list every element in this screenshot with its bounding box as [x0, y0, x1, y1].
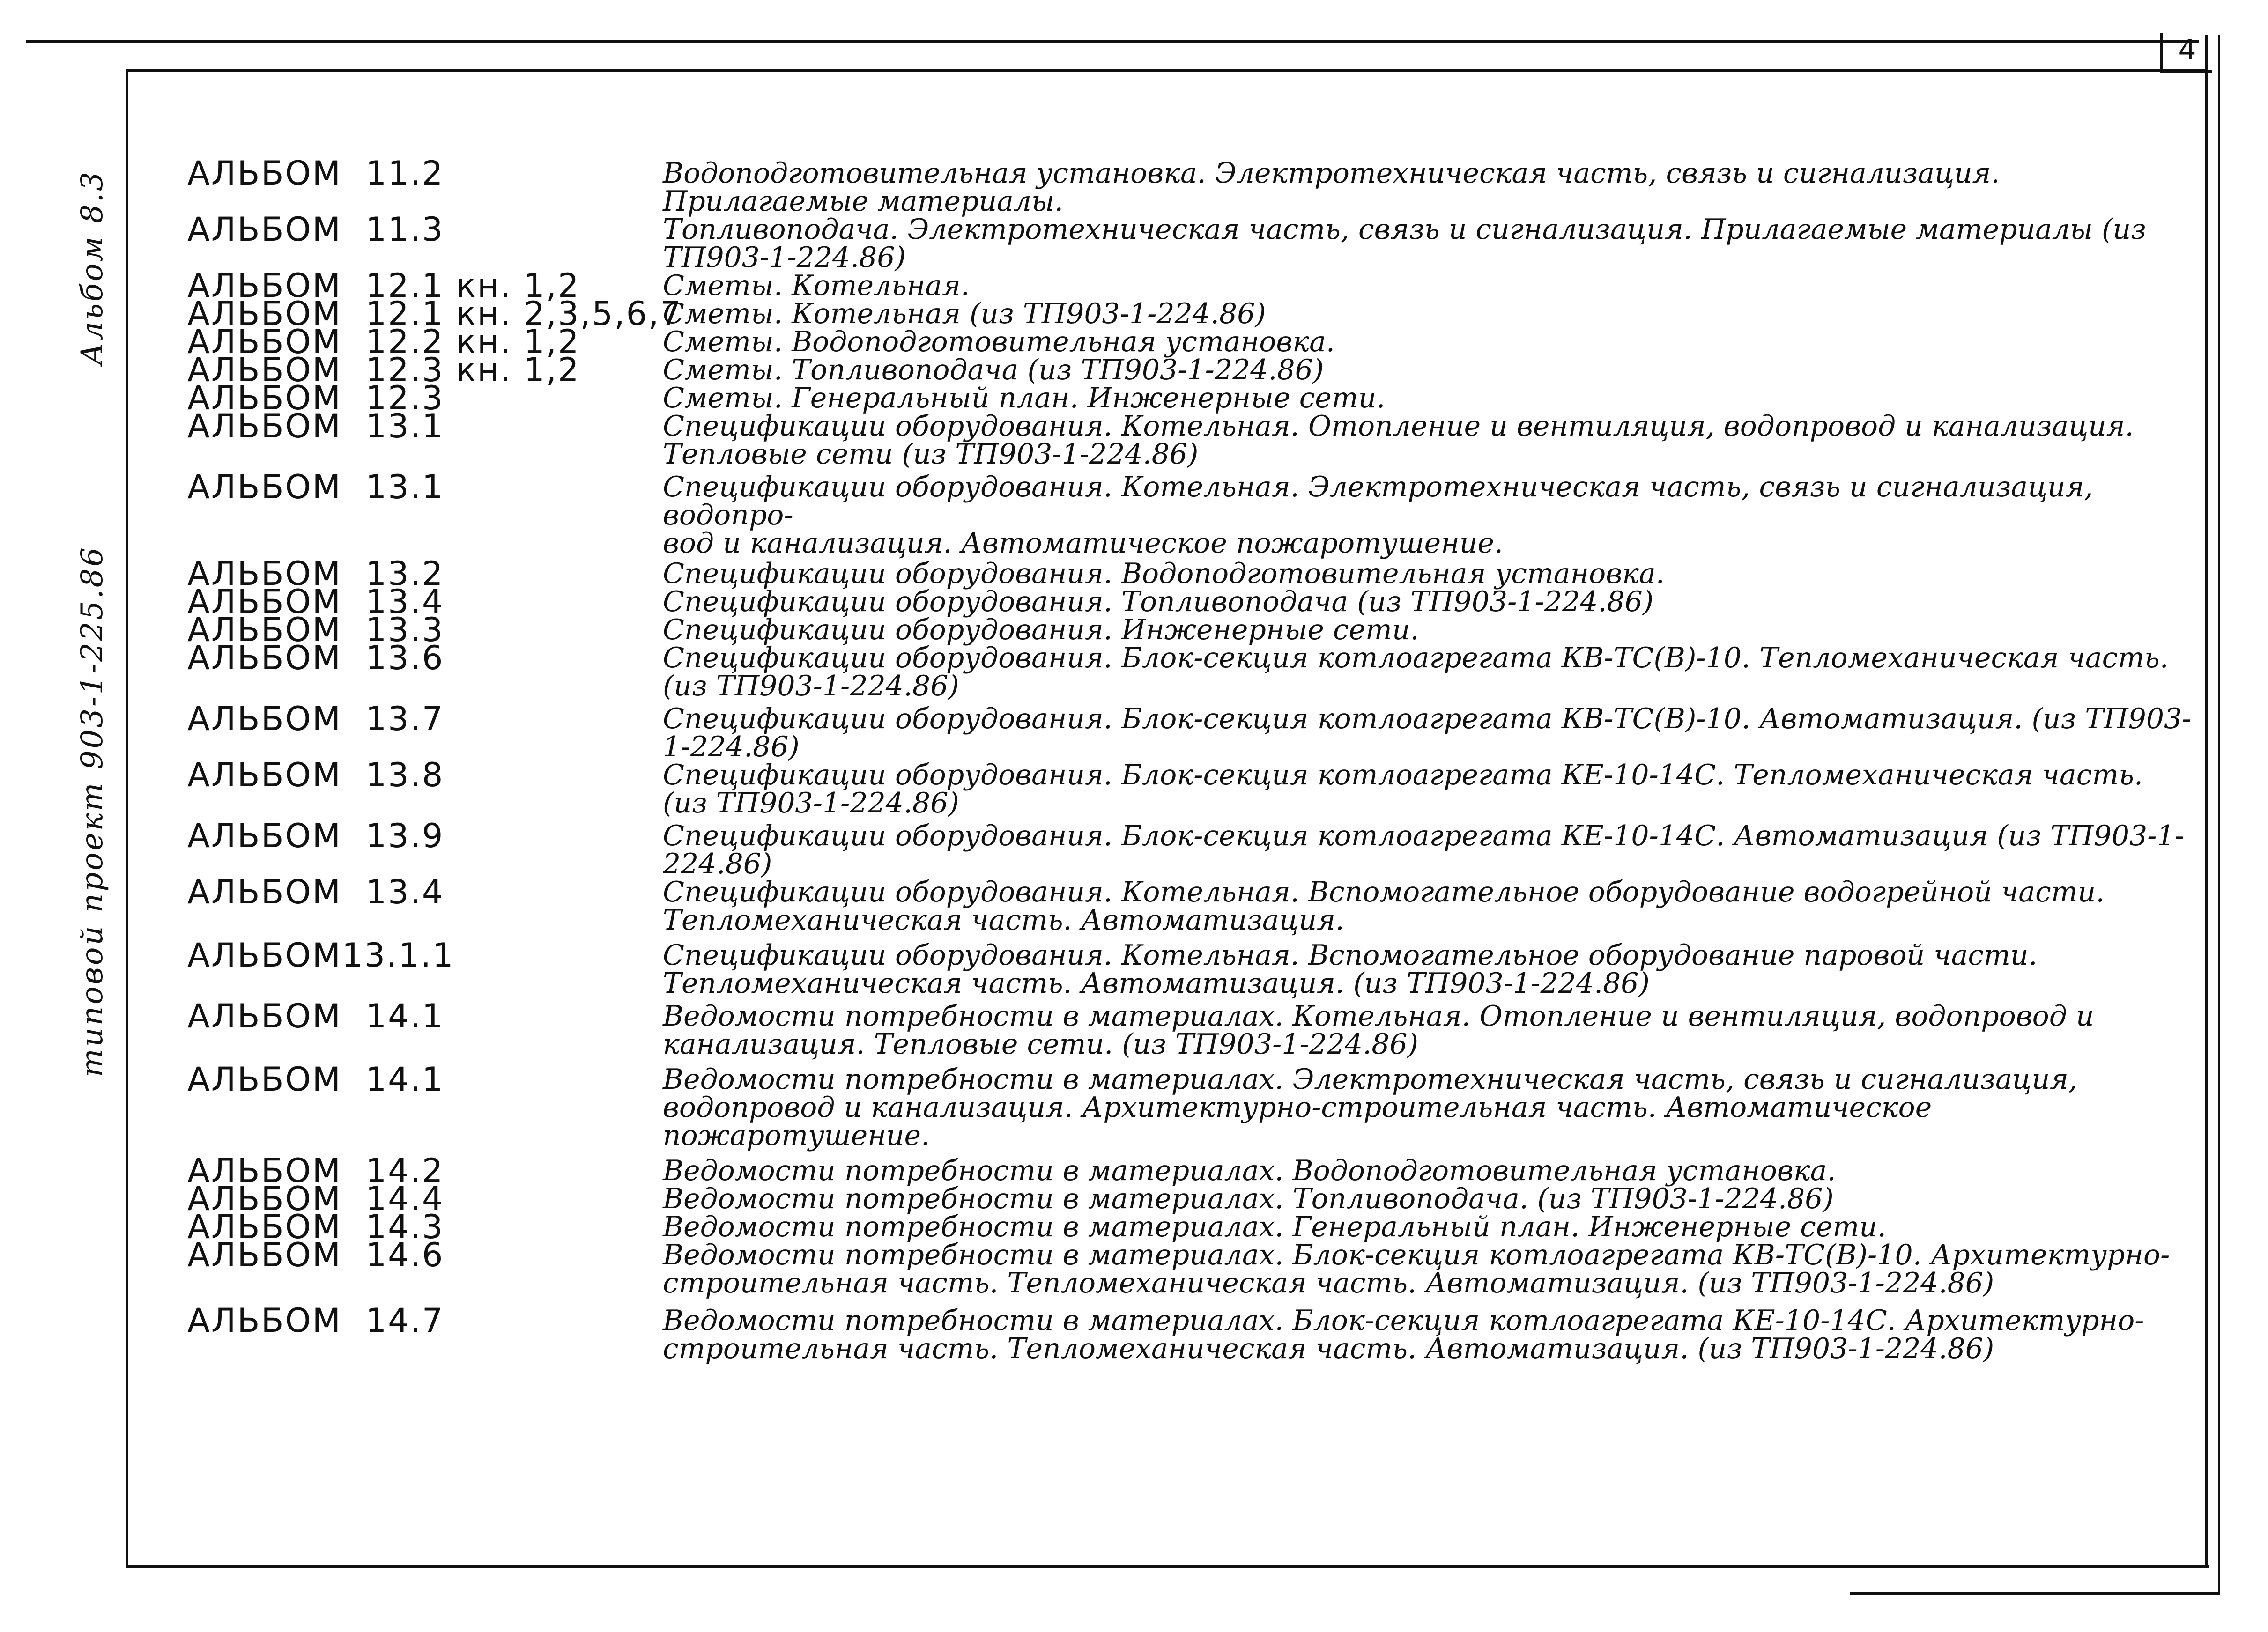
album-description: Спецификации оборудования. Блок-секция котлоагрегата КЕ-10-14С. Автоматизация (из ТП903-1-224.86) [663, 820, 2184, 880]
frame-bottom-border [126, 1565, 2209, 1568]
album-number: АЛЬБОМ 13.7 [187, 700, 445, 738]
frame-inner-top-border [126, 69, 2206, 72]
album-description: Ведомости потребности в материалах. Блок-секция котлоагрегата КВ-ТС(В)-10. Архитектурно- строительная часть. Тепломеханическая часть. Автоматизация. (из ТП903-1-224.86) [663, 1239, 2170, 1300]
list-item [187, 1301, 2201, 1365]
list-item [187, 1060, 2201, 1152]
list-item [187, 210, 2201, 274]
album-description: Спецификации оборудования. Инженерные сети. [663, 613, 1419, 646]
album-number: АЛЬБОМ 14.1 [187, 1060, 445, 1099]
list-item [187, 351, 2201, 389]
album-number: АЛЬБОМ 14.6 [187, 1236, 445, 1274]
list-item [187, 379, 2201, 417]
album-description: Спецификации оборудования. Блок-секция котлоагрегата КВ-ТС(В)-10. Тепломеханическая часть. (из ТП903-1-224.86) [663, 642, 2169, 702]
album-description: Ведомости потребности в материалах. Блок-секция котлоагрегата КЕ-10-14С. Архитектурно- строительная часть. Тепломеханическая часть. Автоматизация. (из ТП903-1-224.86) [663, 1304, 2144, 1365]
list-item [187, 583, 2201, 621]
album-number: АЛЬБОМ13.1.1 [187, 936, 455, 975]
album-description: Спецификации оборудования. Водоподготовительная установка. [663, 557, 1665, 590]
frame-right-outer-border [2218, 35, 2220, 1595]
frame-left-border [126, 69, 128, 1568]
album-number: АЛЬБОМ 13.8 [187, 756, 445, 794]
album-number: АЛЬБОМ 12.3 [187, 379, 445, 417]
album-list [187, 154, 2201, 1365]
album-description: Спецификации оборудования. Блок-секция котлоагрегата КЕ-10-14С. Тепломеханическая часть. (из ТП903-1-224.86) [663, 759, 2143, 820]
album-number: АЛЬБОМ 14.7 [187, 1301, 445, 1340]
list-item [187, 1208, 2201, 1246]
list-item [187, 700, 2201, 763]
list-item [187, 554, 2201, 593]
album-description: Ведомости потребности в материалах. Электротехническая часть, связь и сигнализация, водопровод и канализация. Архитектурно-строительная часть. Автоматическое пожаротушение. [663, 1063, 2078, 1152]
album-description: Ведомости потребности в материалах. Генеральный план. Инженерные сети. [663, 1211, 1886, 1243]
album-description: Водоподготовительная установка. Электротехническая часть, связь и сигнализация. Прилагаемые материалы. [663, 157, 2000, 218]
list-item [187, 756, 2201, 820]
album-number: АЛЬБОМ 12.1 кн. 2,3,5,6,7 [187, 295, 682, 333]
album-number: АЛЬБОМ 14.4 [187, 1180, 445, 1218]
album-number: АЛЬБОМ 13.1 [187, 468, 445, 506]
album-number: АЛЬБОМ 12.2 кн. 1,2 [187, 323, 580, 361]
list-item [187, 1152, 2201, 1190]
album-description: Спецификации оборудования. Котельная. Вспомогательное оборудование паровой части. Тепломеханическая часть. Автоматизация. (из ТП903-1-224.86) [663, 939, 2038, 1000]
album-number: АЛЬБОМ 12.1 кн. 1,2 [187, 266, 580, 305]
album-number: АЛЬБОМ 13.3 [187, 611, 445, 649]
list-item [187, 468, 2201, 560]
album-description: Сметы. Генеральный план. Инженерные сети. [663, 382, 1386, 414]
album-description: Ведомости потребности в материалах. Водоподготовительная установка. [663, 1154, 1836, 1187]
album-description: Спецификации оборудования. Котельная. Отопление и вентиляция, водопровод и канализация. Тепловые сети (из ТП903-1-224.86) [663, 410, 2134, 471]
list-item [187, 817, 2201, 880]
list-item [187, 639, 2201, 702]
album-description: Спецификации оборудования. Котельная. Электротехническая часть, связь и сигнализация, водопро- вод и канализация. Автоматическое пожаротушение. [663, 471, 2093, 560]
side-label-album: Альбом 8.3 [75, 170, 110, 365]
album-number: АЛЬБОМ 11.3 [187, 210, 445, 249]
album-description: Сметы. Топливоподача (из ТП903-1-224.86) [663, 354, 1324, 386]
list-item [187, 873, 2201, 937]
album-number: АЛЬБОМ 13.4 [187, 873, 445, 911]
album-number: АЛЬБОМ 13.9 [187, 817, 445, 855]
album-description: Топливоподача. Электротехническая часть, связь и сигнализация. Прилагаемые материалы (из ТП903-1-224.86) [663, 213, 2146, 274]
frame-bottom-outer-line [1850, 1592, 2220, 1595]
album-description: Ведомости потребности в материалах. Топливоподача. (из ТП903-1-224.86) [663, 1182, 1834, 1215]
list-item [187, 611, 2201, 649]
list-item [187, 154, 2201, 218]
album-description: Спецификации оборудования. Блок-секция котлоагрегата КВ-ТС(В)-10. Автоматизация. (из ТП903-1-224.86) [663, 702, 2192, 763]
frame-top-border [26, 40, 2199, 43]
album-number: АЛЬБОМ 11.2 [187, 154, 445, 192]
album-description: Сметы. Котельная. [663, 269, 970, 302]
side-label-project: типовой проект 903-1-225.86 [75, 546, 110, 1077]
frame-right-border [2205, 35, 2208, 1566]
page-number: 4 [2160, 33, 2212, 73]
album-number: АЛЬБОМ 13.2 [187, 554, 445, 593]
album-description: Сметы. Водоподготовительная установка. [663, 325, 1335, 358]
album-number: АЛЬБОМ 12.3 кн. 1,2 [187, 351, 580, 389]
album-number: АЛЬБОМ 13.4 [187, 583, 445, 621]
list-item [187, 1236, 2201, 1300]
album-number: АЛЬБОМ 13.6 [187, 639, 445, 677]
album-description: Спецификации оборудования. Топливоподача (из ТП903-1-224.86) [663, 585, 1654, 618]
album-description: Спецификации оборудования. Котельная. Вспомогательное оборудование водогрейной части. Тепломеханическая часть. Автоматизация. [663, 876, 2105, 937]
list-item [187, 1180, 2201, 1218]
album-description: Сметы. Котельная (из ТП903-1-224.86) [663, 297, 1266, 330]
list-item [187, 407, 2201, 471]
list-item [187, 936, 2201, 1000]
list-item [187, 997, 2201, 1061]
album-number: АЛЬБОМ 14.2 [187, 1152, 445, 1190]
album-number: АЛЬБОМ 14.3 [187, 1208, 445, 1246]
album-description: Ведомости потребности в материалах. Котельная. Отопление и вентиляция, водопровод и канализация. Тепловые сети. (из ТП903-1-224.86) [663, 1000, 2094, 1061]
album-number: АЛЬБОМ 13.1 [187, 407, 445, 445]
album-number: АЛЬБОМ 14.1 [187, 997, 445, 1035]
